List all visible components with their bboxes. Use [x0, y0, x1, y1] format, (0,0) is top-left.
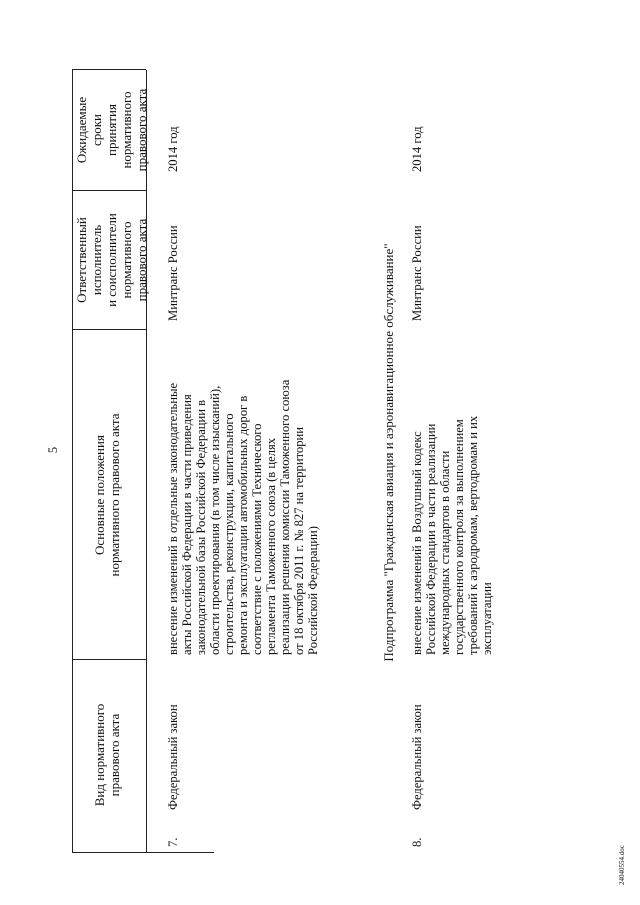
row-executor: Минтранс России: [166, 225, 180, 321]
row-act-type: Федеральный закон: [166, 704, 180, 810]
header-provisions: Основные положения нормативного правового акта: [92, 413, 122, 577]
table-right-border: [72, 69, 146, 70]
footer-doc-code: 24040554.doc: [618, 845, 626, 885]
col-divider-2: [72, 329, 146, 330]
row-deadline: 2014 год: [410, 126, 424, 172]
row-number: 8.: [410, 837, 424, 847]
row-deadline: 2014 год: [166, 126, 180, 172]
col-divider-1: [72, 659, 146, 660]
page-number: 5: [46, 446, 60, 454]
row-executor: Минтранс России: [410, 225, 424, 321]
header-act-type: Вид нормативного правового акта: [92, 703, 122, 807]
row-number: 7.: [166, 837, 180, 847]
header-deadline: Ожидаемые сроки принятия нормативного правового акта: [74, 88, 149, 172]
row-act-type: Федеральный закон: [410, 704, 424, 810]
subprogram-heading: Подпрограмма "Гражданская авиация и аэронавигационное обслуживание": [381, 243, 396, 662]
header-executor: Ответственный исполнитель и соисполнители нормативного правового акта: [74, 213, 149, 307]
table-top-border: [72, 70, 73, 853]
row-provisions: внесение изменений в Воздушный кодекс Российской Федерации в части реализации международных стандартов в области государственного контроля за выполнением требований к аэродромам, вертодромам и их эксплуатации: [410, 415, 494, 655]
col-divider-3: [72, 190, 146, 191]
row-provisions: внесение изменений в отдельные законодательные акты Российской Федерации в части приведения законодательной базы Российской Федерации в области проектирования (в том числе изысканий), строительства, реконструкции, капитального ремонта и эксплуатации автомобильных дорог в соответствие с положениями Технического регламента Таможенного союза (в целях реализации решения комиссии Таможенного союза от 18 октября 2011 г. № 827 на территории Российской Федерации): [166, 379, 320, 655]
